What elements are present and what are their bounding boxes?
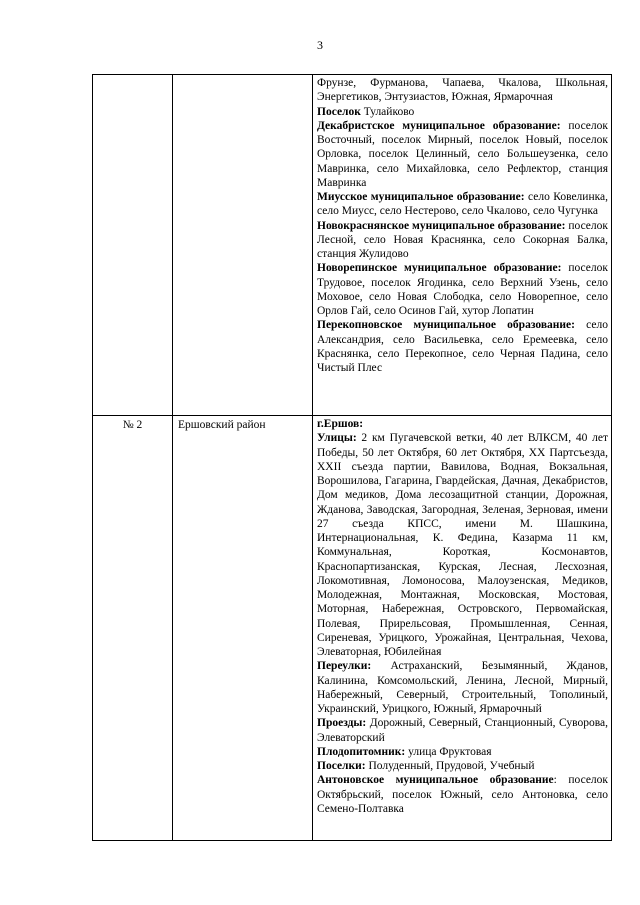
paragraph-heading: г.Ершов:	[317, 418, 364, 430]
district-cell	[173, 75, 313, 416]
paragraph-heading: Новорепинское муниципальное образование:	[317, 262, 562, 275]
paragraph-heading: Плодопитомник:	[317, 745, 406, 758]
settlements-paragraph	[317, 417, 608, 431]
paragraph-text: Тулайково	[360, 105, 415, 118]
settlements-paragraph	[317, 119, 608, 190]
district-cell: Ершовский район	[173, 416, 313, 841]
paragraph-text: Фрунзе, Фурманова, Чапаева, Чкалова, Школьная, Энергетиков, Энтузиастов, Южная, Ярмарочная	[317, 77, 608, 104]
paragraph-text: поселок Трудовое, поселок Ягодинка, село Верхний Узень, село Моховое, село Новая Слободка, село Новорепное, село Орлов Гай, село Осинов Гай, хутор Лопатин	[317, 262, 608, 317]
paragraph-heading: Переулки:	[317, 660, 372, 673]
paragraph-text: село Александрия, село Васильевка, село Еремеевка, село Краснянка, село Перекопное, село Черная Падина, село Чистый Плес	[317, 319, 608, 374]
paragraph-text: Полуденный, Прудовой, Учебный	[365, 760, 535, 772]
paragraph-text: 2 км Пугачевской ветки, 40 лет ВЛКСМ, 40 лет Победы, 50 лет Октября, 60 лет Октября, XX Партсъезда, XXII съезда партии, Вавилова, Водная, Вокзальная, Ворошилова, Гагарина, Гвардейская, Дачная, Декабристов, Дом медиков, Дома лесозащитной станции, Дорожная, Жданова, Заводская, Загородная, Зеленая, Зерновая, имени 27 съезда КПСС, имени М. Шашкина, Интернациональная, К. Федина, Казарма 11 км, Коммунальная, Короткая, Космонавтов, Краснопартизанская, Курская, Лесная, Лесхозная, Локомотивная, Ломоносова, Малоузенская, Медиков, Молодежная, Монтажная, Московская, Мостовая, Моторная, Набережная, Островского, Первомайская, Полевая, Прирельсовая, Промышленная, Сенная, Сиреневая, Урицкого, Урожайная, Центральная, Чехова, Элеваторная, Юбилейная	[317, 432, 608, 658]
settlements-paragraph	[317, 105, 608, 119]
paragraph-text: поселок Лесной, село Новая Краснянка, село Сокорная Балка, станция Жулидово	[317, 219, 608, 260]
settlements-paragraph	[317, 759, 608, 773]
paragraph-heading: Новокраснянское муниципальное образование:	[317, 219, 566, 232]
paragraph-heading: Поселок	[317, 105, 361, 118]
table-row	[93, 416, 612, 841]
settlements-paragraph	[317, 219, 608, 262]
paragraph-heading: Антоновское муниципальное образование	[317, 774, 554, 787]
page-number: 3	[317, 38, 323, 52]
paragraph-text: село Ковелинка, село Миусс, село Нестерово, село Чкалово, село Чугунка	[317, 191, 608, 218]
settlements-paragraph	[317, 190, 608, 219]
paragraph-text: : поселок Октябрьский, поселок Южный, село Антоновка, село Семено-Полтавка	[317, 774, 609, 815]
settlements-cell	[313, 416, 612, 841]
paragraph-heading: Улицы:	[317, 432, 357, 445]
paragraph-text: поселок Восточный, поселок Мирный, поселок Новый, поселок Орловка, поселок Целинный, село Большеузенка, село Мавринка, село Михайловка, село Рефлектор, станция Мавринка	[317, 119, 608, 189]
paragraph-heading: Миусское муниципальное образование:	[317, 191, 525, 203]
paragraph-text: Астраханский, Безымянный, Жданов, Калинина, Комсомольский, Ленина, Лесной, Мирный, Набережный, Северный, Строительный, Тополиный, Украинский, Урицкого, Южный, Ярмарочный	[317, 660, 608, 715]
settlements-paragraph	[317, 431, 608, 659]
settlements-paragraph	[317, 76, 608, 105]
row-number-cell: № 2	[93, 416, 173, 841]
settlements-paragraph	[317, 716, 608, 745]
settlements-paragraph	[317, 261, 608, 318]
settlements-paragraph	[317, 659, 608, 716]
settlements-paragraph	[317, 773, 608, 816]
paragraph-text: Дорожный, Северный, Станционный, Суворова, Элеваторский	[317, 717, 608, 744]
table-row	[93, 75, 612, 416]
paragraph-text: улица Фруктовая	[405, 745, 492, 758]
settlements-cell	[313, 75, 612, 416]
settlements-table	[92, 74, 612, 841]
paragraph-heading: Проезды:	[317, 717, 367, 730]
row-number-cell	[93, 75, 173, 416]
paragraph-heading: Декабристское муниципальное образование:	[317, 119, 561, 132]
paragraph-heading: Перекопновское муниципальное образование:	[317, 319, 575, 332]
settlements-paragraph	[317, 318, 608, 375]
settlements-paragraph	[317, 745, 608, 759]
paragraph-heading: Поселки:	[317, 760, 366, 772]
